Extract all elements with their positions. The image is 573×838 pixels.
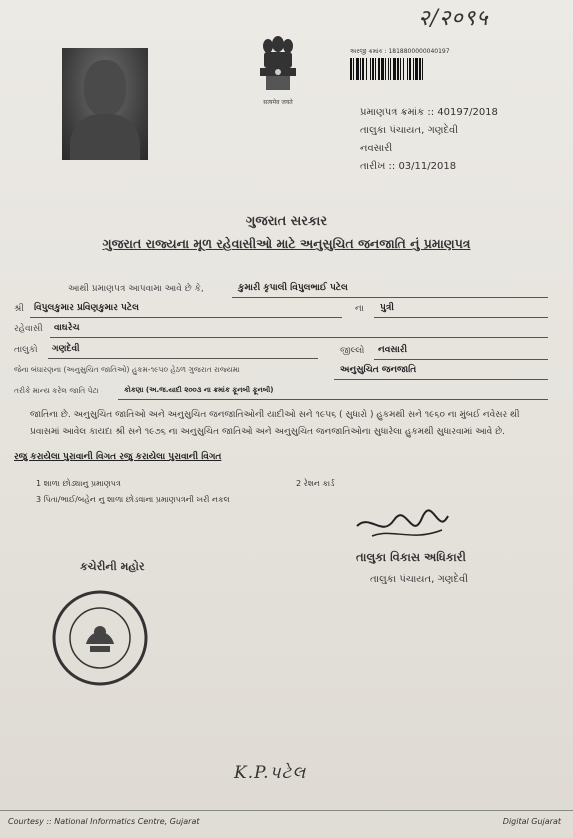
district: નવસારી <box>378 345 408 355</box>
document-item-1: 1 શાળા છોડ્યાનુ પ્રમાણપત્ર <box>36 479 121 488</box>
residence-label: રહેવાસી <box>14 324 43 334</box>
footer <box>0 810 573 838</box>
handwritten-name: K.P.પટેલ <box>234 763 307 783</box>
na-label: ના <box>355 304 364 314</box>
emblem-caption: सत्यमेव जयते <box>263 99 293 106</box>
cert-number-value: 40197/2018 <box>437 107 498 118</box>
cert-date-value: 03/11/2018 <box>398 161 457 172</box>
father-name: વિપુલકુમાર પ્રવિણકુમાર પટેલ <box>34 303 139 313</box>
emblem-icon <box>254 30 302 100</box>
subcaste-label: તરીકે માન્ય કરેલ જાતિ પેટા <box>14 386 99 395</box>
document-item-3: 3 પિતા/ભાઈ/બહેન નુ શાળા છોડવાના પ્રમાણપત્રની ખરી નકલ <box>36 495 230 504</box>
intro-text: આથી પ્રમાણપત્ર આપવામા આવે છે કે, <box>68 284 204 294</box>
officer-office: તાલુકા પંચાયત, ગણદેવી <box>370 574 469 585</box>
applicant-photo <box>62 48 148 160</box>
legal-paragraph: જાતિના છે. અનુસુચિત જાતિઓ અને અનુસુચિત જનજાતિઓની યાદીઓ સને ૧૯૫૬ ( સુધારો ) હુકમથી સને ૧૯૬૦ ના મુંબઈ નવેસર થી પ્રવાસમાં આવેલ કાયદા શ્રી સને ૧૯૭૬ ના અનુસુચિત જાતિઓ અને અનુસુચિત જનજાતિઓના સુધારેલા હુકમથી સુધારવામાં આવે છે. <box>30 410 520 437</box>
cert-number-label: પ્રમાણપત્ર ક્રમાંક :: <box>360 107 435 118</box>
office-seal-icon <box>50 588 150 688</box>
handwritten-number: २/२०९५ <box>418 6 489 31</box>
document-item-2: 2 રેશન કાર્ડ <box>296 479 335 488</box>
certificate-info <box>360 104 498 176</box>
footer-brand: Digital Gujarat <box>502 817 561 826</box>
district-label: જીલ્લો <box>340 346 365 356</box>
certificate-title: ગુજરાત રાજ્યના મૂળ રહેવાસીઓ માટે અનુસુચિત જનજાતિ નું પ્રમાણપત્ર <box>102 236 471 251</box>
category: અનુસુચિત જનજાતિ <box>340 365 417 375</box>
applicant-name: કુમારી કૃપાલી વિપુલભાઈ પટેલ <box>238 283 348 293</box>
barcode <box>350 48 490 80</box>
documents-heading: રજુ કરાયેલા પુરાવાની વિગત રજુ કરાયેલા પુરાવાની વિગત <box>14 452 222 462</box>
taluka: ગણદેવી <box>52 344 80 354</box>
residence: વાઘરેચ <box>54 323 80 333</box>
cert-district: નવસારી <box>360 143 393 154</box>
footer-courtesy: Courtesy :: National Informatics Centre, Gujarat <box>8 817 200 826</box>
subcaste: કોકણા (અ.જ.યાદી ૨૦૦૩ ના ક્રમાંક ફૂનબી ફૂનબી) <box>124 386 274 394</box>
relation: પુત્રી <box>380 303 394 313</box>
shri-label: શ્રી <box>14 304 24 314</box>
cert-date-label: તારીખ :: <box>360 161 396 172</box>
cert-office: તાલુકા પંચાયત, ગણદેવી <box>360 125 459 136</box>
constitution-text: જેના બંધારણના (અનુસુચિત જાતિઓ) હુકમ-૧૯૫૦ હેઠળ ગુજરાત રાજ્યમા <box>14 365 240 374</box>
officer-title: તાલુકા વિકાસ અધિકારી <box>356 550 466 564</box>
barcode-label: અરજી ક્રમાંક : 1818800000040197 <box>350 48 450 55</box>
taluka-label: તાલુકો <box>14 345 38 355</box>
officer-signature-icon <box>352 508 452 548</box>
seal-label: કચેરીની મહોર <box>80 560 145 573</box>
barcode-bars <box>350 58 490 80</box>
government-title: ગુજરાત સરકાર <box>245 214 328 229</box>
